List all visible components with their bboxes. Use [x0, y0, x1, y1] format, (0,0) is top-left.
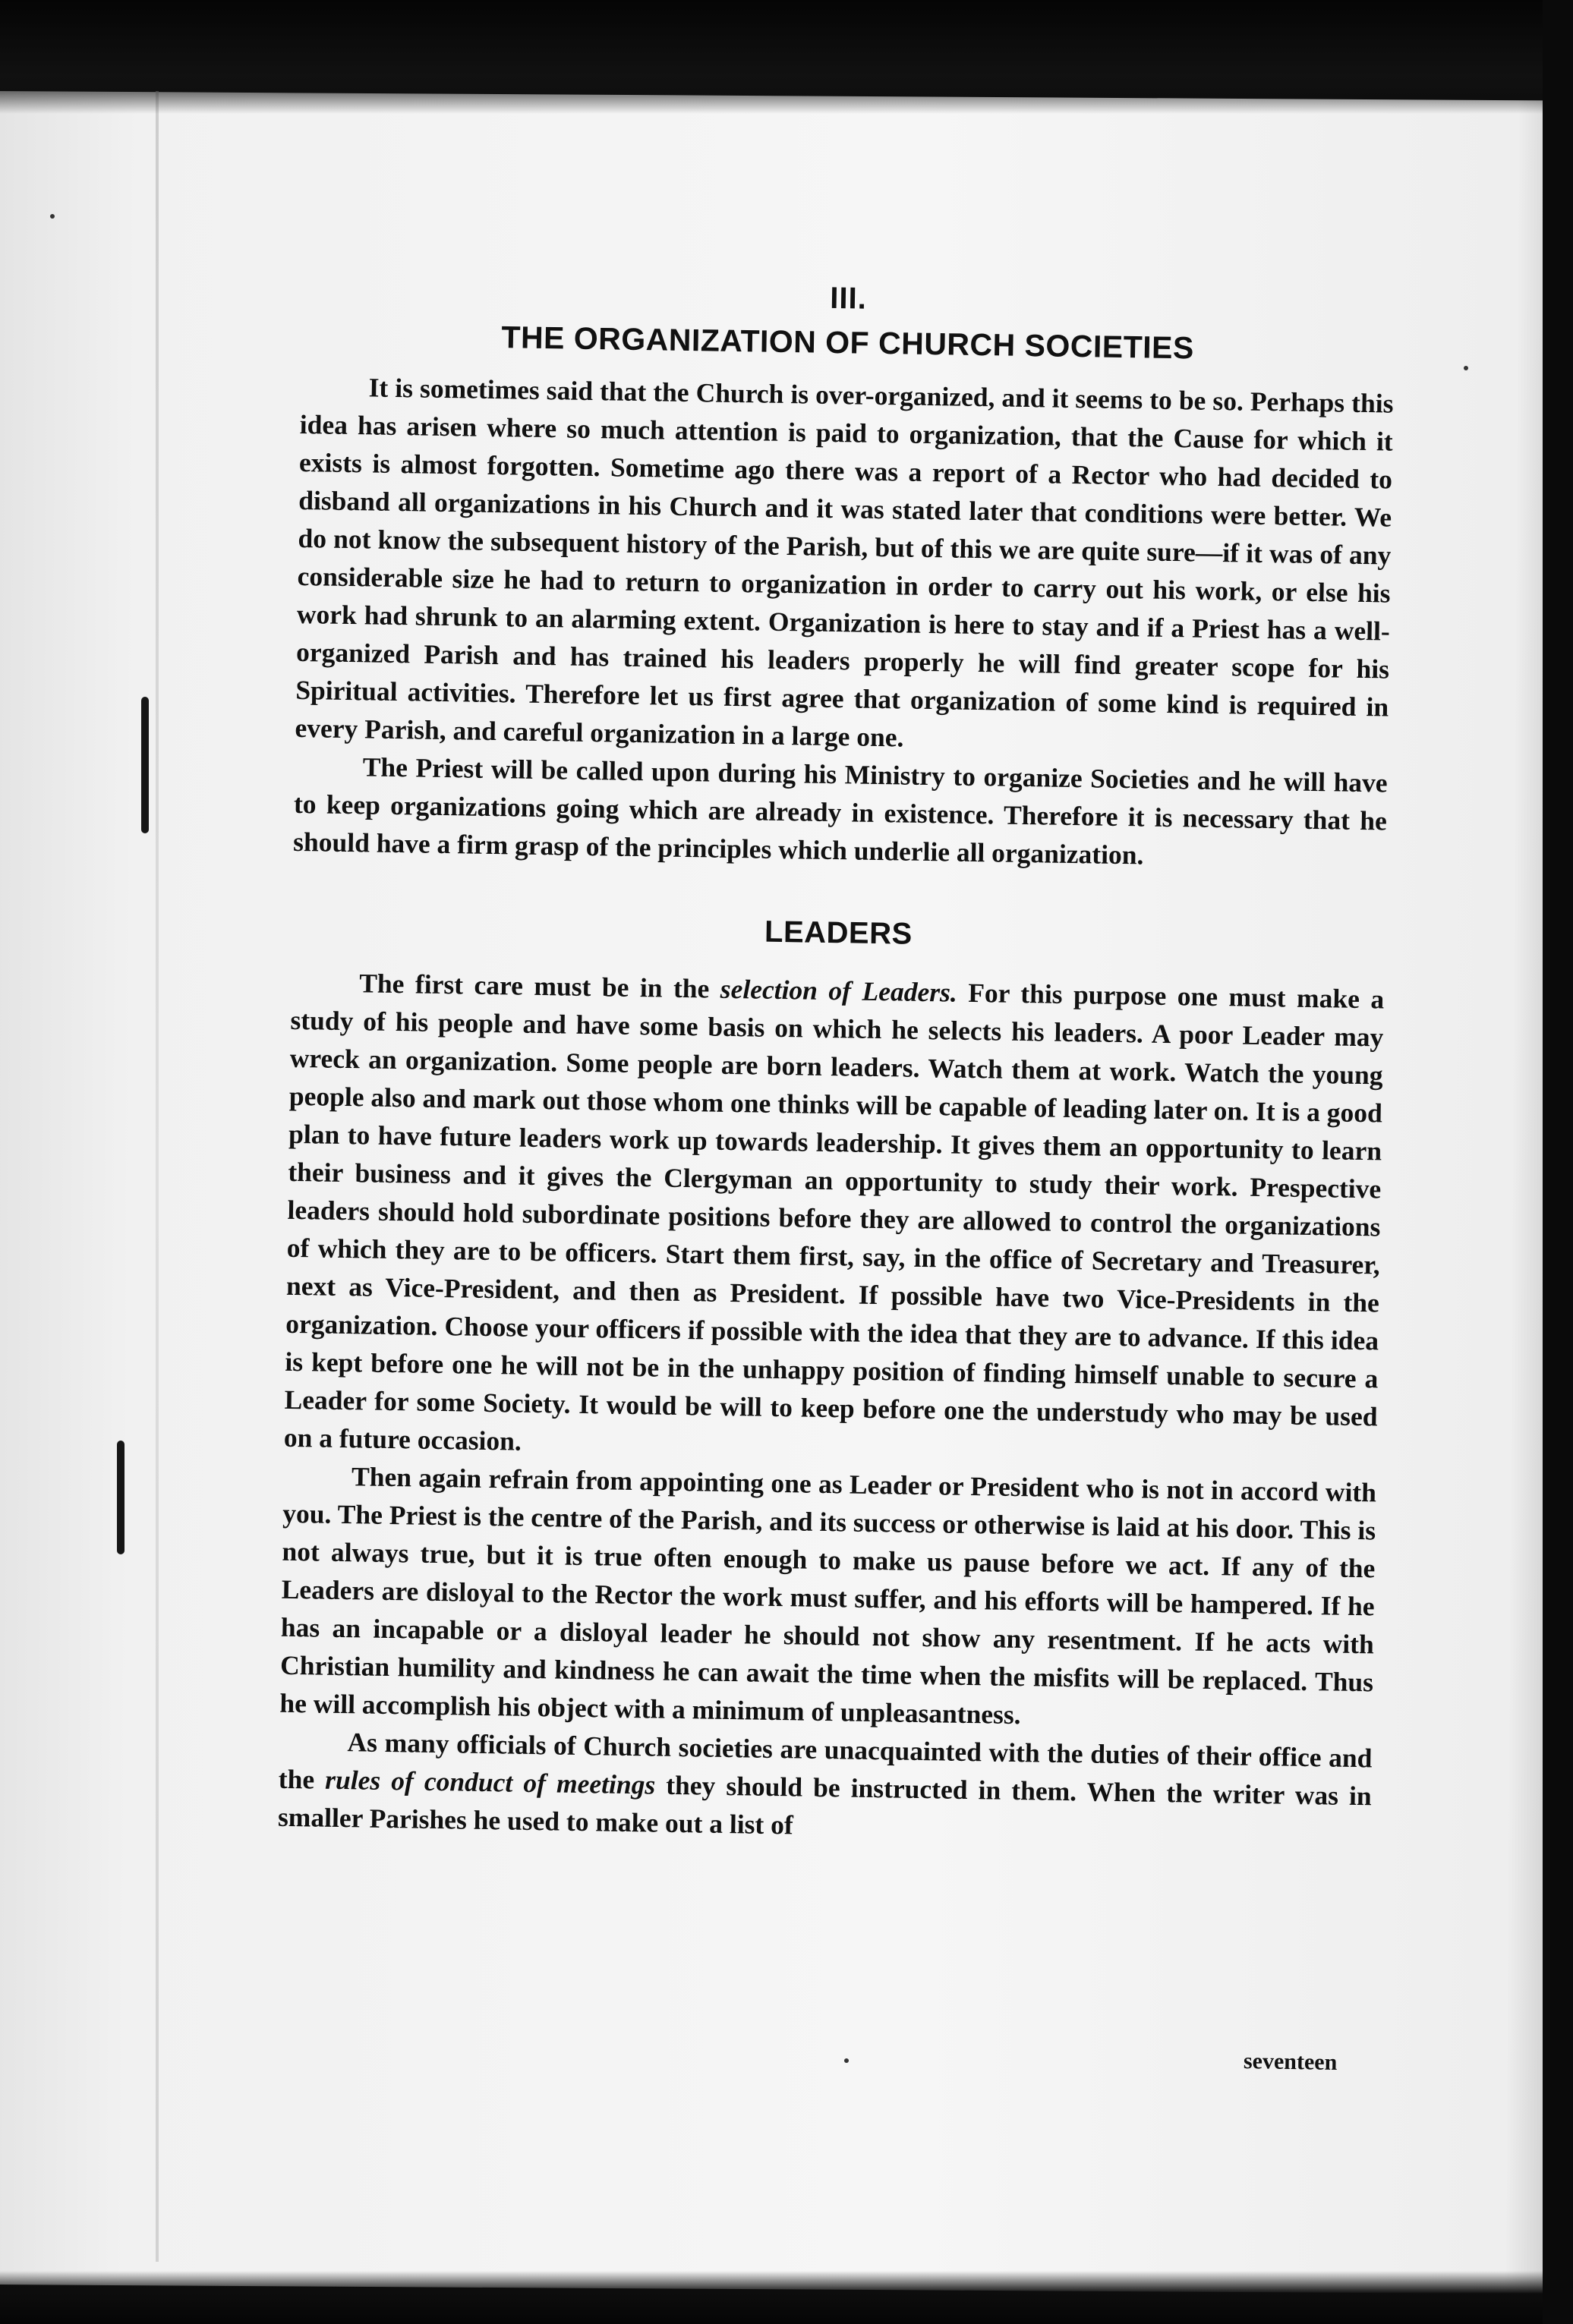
- scan-speck: [844, 2058, 849, 2063]
- intro-paragraph: It is sometimes said that the Church is over-organized, and it seems to be so. Perhaps this idea has arisen where so much attention is paid to organization, that the Cause for which it exists is almost forgotten. Sometime ago there was a report of a Rector who had decided to disband all organizations in his Church and it was stated later that conditions were better. We do not know the subsequent history of the Parish, but of this we are quite sure—if it was of any considerable size he had to return to organization in order to carry out his work, or else his work had shrunk to an alarming extent. Organization is here to stay and if a Priest has a well-organized Parish and has trained his leaders properly he will find greater scope for his Spiritual activities. Therefore let us first agree that organization of some kind is required in every Parish, and careful organization in a large one.: [295, 372, 1394, 753]
- scan-speck: [1464, 366, 1468, 370]
- binding-mark: [141, 697, 149, 833]
- text-run: As many officials of Church societies are unacquainted with the duties of their office and the: [278, 1727, 1373, 1795]
- text-run: they should be instructed in them. When the writer was in smaller Parishes he used to make out a list of: [277, 1769, 1372, 1841]
- section-heading-leaders: LEADERS: [764, 915, 913, 951]
- intro-paragraph: The Priest will be called upon during his Ministry to organize Societies and he will have to keep organizations going which are already in existence. Therefore it is necessary that he should have a firm grasp of the principles which underlie all organization.: [292, 751, 1388, 871]
- binding-gutter: [156, 91, 159, 2262]
- page-number: seventeen: [1243, 2048, 1338, 2075]
- page-content: [278, 273, 1395, 1853]
- scan-speck: [50, 214, 55, 219]
- leaders-paragraph: [284, 963, 1385, 1474]
- scan-border-right: [1543, 0, 1573, 2324]
- text-run: The first care must be in the: [359, 968, 721, 1004]
- leaders-paragraph: [278, 1722, 1373, 1853]
- chapter-title: THE ORGANIZATION OF CHURCH SOCIETIES: [501, 320, 1195, 366]
- emphasis-text: rules of conduct of meetings: [324, 1764, 656, 1800]
- leaders-paragraph: Then again refrain from appointing one as Leader or President who is not in accord with you. The Priest is the centre of the Parish, and its success or otherwise is laid at his door. This is not always true, but it is true often enough to make us pause before we act. If any of the Leaders are disloyal to the Rector the work must suffer, and his efforts will be hampered. If he has an incapable or a disloyal leader he should not show any resentment. If he acts with Christian humility and kindness he can await the time when the misfits will be replaced. Thus he will accomplish his object with a minimum of unpleasantness.: [279, 1461, 1377, 1730]
- chapter-number: III.: [829, 281, 868, 316]
- binding-mark: [117, 1441, 125, 1554]
- scan-border-bottom: [0, 2271, 1573, 2324]
- scan-border-top: [0, 0, 1573, 114]
- emphasis-text: selection of Leaders.: [720, 973, 958, 1008]
- text-run: For this purpose one must make a study of his people and have some basis on which he selects his leaders. A poor Leader may wreck an organization. Some people are born leaders. Watch them at work. Watch the young people also and mark out those whom one thinks will be capable of leading later on. It is a good plan to have future leaders work up towards leadership. It gives them an opportunity to learn their business and it gives the Clergyman an opportunity to study their work. Prespective leaders should hold subordinate positions before they are allowed to control the organizations of which they are to be officers. Start them first, say, in the office of Secretary and Treasurer, next as Vice-President, and then as President. If possible have two Vice-Presidents in the organization. Choose your officers if possible with the idea that they are to advance. If this idea is kept before one he will not be in the unhappy position of finding himself unable to secure a Leader for some Society. It would be will to keep before one the understudy who may be used on a future occasion.: [283, 977, 1385, 1456]
